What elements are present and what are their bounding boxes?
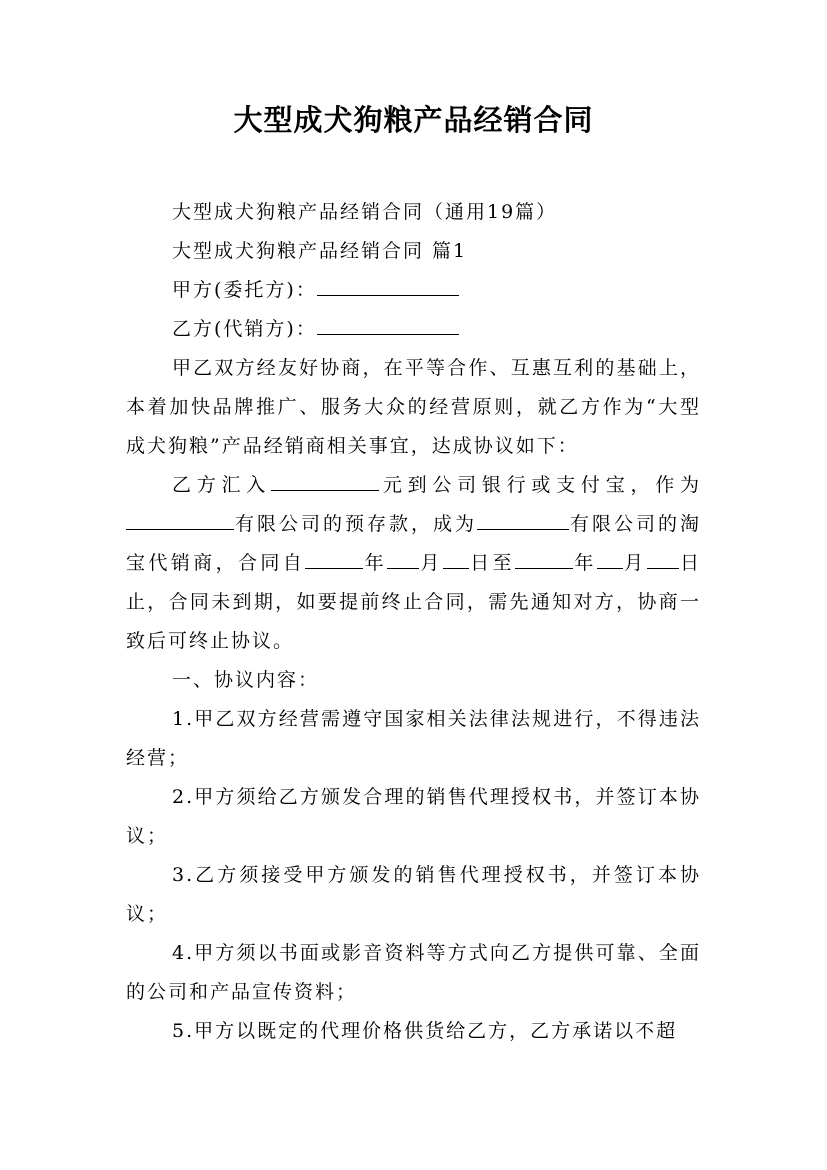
- end-month-blank: [597, 549, 623, 569]
- remit-text-9: 月: [622, 552, 647, 574]
- document-body: [126, 193, 701, 1051]
- company-name-blank-2: [477, 510, 569, 530]
- remit-text-6: 月: [418, 552, 443, 574]
- chapter-heading: 大型成犬狗粮产品经销合同 篇1: [172, 240, 468, 262]
- remit-text-3: 有限公司的预存款，成为: [234, 513, 477, 535]
- party-a-line: [126, 271, 701, 310]
- section-heading: 一、协议内容：: [172, 669, 320, 691]
- remit-text-5: 年: [363, 552, 387, 574]
- end-year-blank: [515, 549, 573, 569]
- party-b-line: [126, 310, 701, 349]
- party-a-label: 甲方(委托方)：: [172, 279, 317, 301]
- clause-item: 1.甲乙双方经营需遵守国家相关法律法规进行，不得违法经营；: [126, 708, 701, 769]
- clause-item: 5.甲方以既定的代理价格供货给乙方，乙方承诺以不超: [172, 1020, 678, 1042]
- document-title: 大型成犬狗粮产品经销合同: [233, 103, 594, 137]
- party-a-blank: [317, 276, 459, 296]
- remittance-paragraph: [126, 466, 701, 661]
- start-month-blank: [387, 549, 419, 569]
- clause-item: 3.乙方须接受甲方颁发的销售代理授权书，并签订本协议；: [126, 864, 701, 925]
- remit-text-2: 元到公司银行或支付宝，作为: [379, 474, 701, 496]
- amount-blank: [271, 471, 379, 491]
- party-b-label: 乙方(代销方)：: [172, 318, 317, 340]
- remit-text-1: 乙方汇入: [172, 474, 272, 496]
- clause-item: 2.甲方须给乙方颁发合理的销售代理授权书，并签订本协议；: [126, 786, 701, 847]
- company-name-blank-1: [126, 510, 234, 530]
- party-b-blank: [317, 315, 459, 335]
- document-subtitle: 大型成犬狗粮产品经销合同（通用19篇）: [172, 201, 558, 223]
- start-day-blank: [443, 549, 469, 569]
- remit-text-10: 日止，合同未到期，如要提前终止合同，需先通知对方，协商一致后可终止协议。: [126, 552, 701, 652]
- clause-item: 4.甲方须以书面或影音资料等方式向乙方提供可靠、全面的公司和产品宣传资料；: [126, 942, 701, 1003]
- intro-paragraph: 甲乙双方经友好协商，在平等合作、互惠互利的基础上，本着加快品牌推广、服务大众的经营原则，就乙方作为“大型成犬狗粮”产品经销商相关事宜，达成协议如下：: [126, 357, 701, 457]
- remit-text-7: 日至: [468, 552, 515, 574]
- start-year-blank: [305, 549, 363, 569]
- remit-text-4: 有限公司的淘宝代销商，合同自: [126, 513, 701, 574]
- end-day-blank: [647, 549, 679, 569]
- remit-text-8: 年: [572, 552, 597, 574]
